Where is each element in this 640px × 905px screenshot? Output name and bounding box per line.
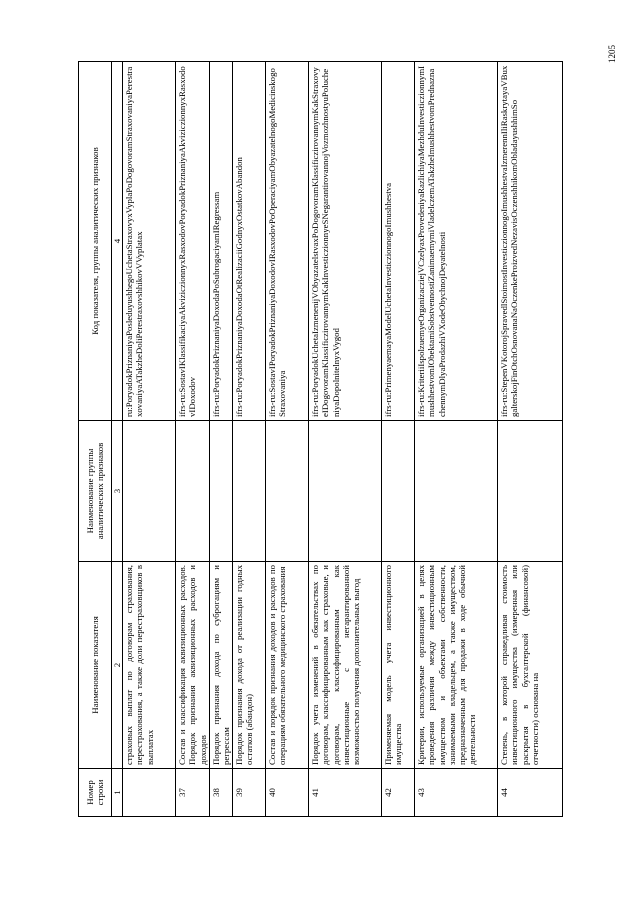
table-row	[209, 62, 232, 817]
header-group-name: Наименование группы аналитических признаков	[79, 421, 112, 562]
indicator-code: ifrs-ru:PrimenyaemayaModelUchetaInvesticzionnogoImushhestva	[382, 62, 415, 421]
header-indicator-name: Наименование показателя	[79, 562, 112, 769]
group-name	[233, 421, 266, 562]
table-row	[498, 62, 563, 817]
indicator-table	[78, 61, 563, 817]
indicator-name: Состав и классификация аквизиционных расходов. Порядок признания аквизиционных расходов и доходов	[176, 562, 210, 769]
row-number	[123, 769, 176, 817]
group-name	[415, 421, 498, 562]
column-number: 2	[112, 562, 123, 769]
row-number: 37	[176, 769, 210, 817]
column-number: 3	[112, 421, 123, 562]
table-row	[309, 62, 382, 817]
indicator-name: Порядок признания дохода по суброгациям и регрессам	[209, 562, 232, 769]
row-number: 39	[233, 769, 266, 817]
indicator-name: Состав и порядок признания доходов и расходов по операциям обязательного медицинского страхования	[266, 562, 309, 769]
column-number: 1	[112, 769, 123, 817]
table-row	[233, 62, 266, 817]
indicator-code: ifrs-ru:SostavIKlassifikaciyaAkviziczionnyxRasxodovPoryadokPriznaniyaAkviziczionnyxRasxodovIDoxodov	[176, 62, 210, 421]
group-name	[123, 421, 176, 562]
group-name	[309, 421, 382, 562]
group-name	[209, 421, 232, 562]
column-number: 4	[112, 62, 123, 421]
indicator-code: ifrs-ru:PoryadokPriznaniyaDoxodaOtRealizaciiGodnyxOstatkovAbandon	[233, 62, 266, 421]
indicator-name: Критерии, используемые организацией в целях проведения различия между инвестиционным имуществом и объектами собственности, занимаемыми владельцем, а также имуществом, предназначенным для продажи в ходе обычной деятельности	[415, 562, 498, 769]
header-row-number: Номер строки	[79, 769, 112, 817]
group-name	[382, 421, 415, 562]
indicator-code: ifrs-ru:StepenVKotorojSpravedlStoimostInvesticzionnogoImushhestvaIzmerennIliRaskrytayaVBuxgalterskojFinOtchOsnovanaNaOczenkeProizvedNezavisOczenshhikomObladayushhimSo	[498, 62, 563, 421]
group-name	[498, 421, 563, 562]
table-row	[415, 62, 498, 817]
table-row	[123, 62, 176, 817]
indicator-name: Степень, в которой справедливая стоимость инвестиционного имущества (измеренная или раскрытая в бухгалтерской (финансовой) отчетности) основана на	[498, 562, 563, 769]
row-number: 44	[498, 769, 563, 817]
group-name	[176, 421, 210, 562]
indicator-code: ru:PoryadokPriznaniyaPoslеduyushhegoUchetaStraxovyxVyplaPoDogovoramStraxovaniyaPerestraxovaniyaATakzheDoliPerestraxovshhikovVVyplatax	[123, 62, 176, 421]
indicator-name: Применяемая модель учета инвестиционного имущества	[382, 562, 415, 769]
indicator-code: ifrs-ru:KriteriiIspolzuemyeOrganizacziejVCzelyaxProvedeniyaRazlichiyaMezhduInvesticzionnymImushhestvomIObektamiSobstvennostiZanimaemymiVladelczemATakzheImushhestvomPrednaznachennymDlyaProdazhiVXodeObychnojDeyatelnosti	[415, 62, 498, 421]
group-name	[266, 421, 309, 562]
indicator-code: ifrs-ru:PoryadokPriznaniyaDoxodaPoSubrogaciyamIRegressam	[209, 62, 232, 421]
indicator-code: ifrs-ru:PoryadokUchetaIzmenenijVObyazatelstvaxPoDogovoramKlassificzirovannymKakStraxovyeIDogovoramKlassificzirovannymKakInvesticzionnyeSNegarantirovannojVozmozhnostyuPolucheniyaDopolnitelnyxVygod	[309, 62, 382, 421]
row-number: 38	[209, 769, 232, 817]
table-row	[382, 62, 415, 817]
indicator-name: страховых выплат по договорам страхования, перестрахования, а также доли перестраховщиков в выплатах	[123, 562, 176, 769]
row-number: 42	[382, 769, 415, 817]
row-number: 41	[309, 769, 382, 817]
header-indicator-code: Код показателя, группы аналитических признаков	[79, 62, 112, 421]
row-number: 43	[415, 769, 498, 817]
indicator-name: Порядок признания дохода от реализации годных остатков (абандон)	[233, 562, 266, 769]
table-row	[176, 62, 210, 817]
row-number: 40	[266, 769, 309, 817]
indicator-code: ifrs-ru:SostavIPoryadokPriznaniyaDoxodovIRasxodovPoOperaciyamObyazatelnogoMedicinskogoStraxovaniya	[266, 62, 309, 421]
table-row	[266, 62, 309, 817]
page-number: 1205	[607, 45, 617, 63]
indicator-name: Порядок учета изменений в обязательствах по договорам, классифицированным как страховые, и договорам, классифицированным как инвестиционные с негарантированной возможностью получения дополнительных выгод	[309, 562, 382, 769]
